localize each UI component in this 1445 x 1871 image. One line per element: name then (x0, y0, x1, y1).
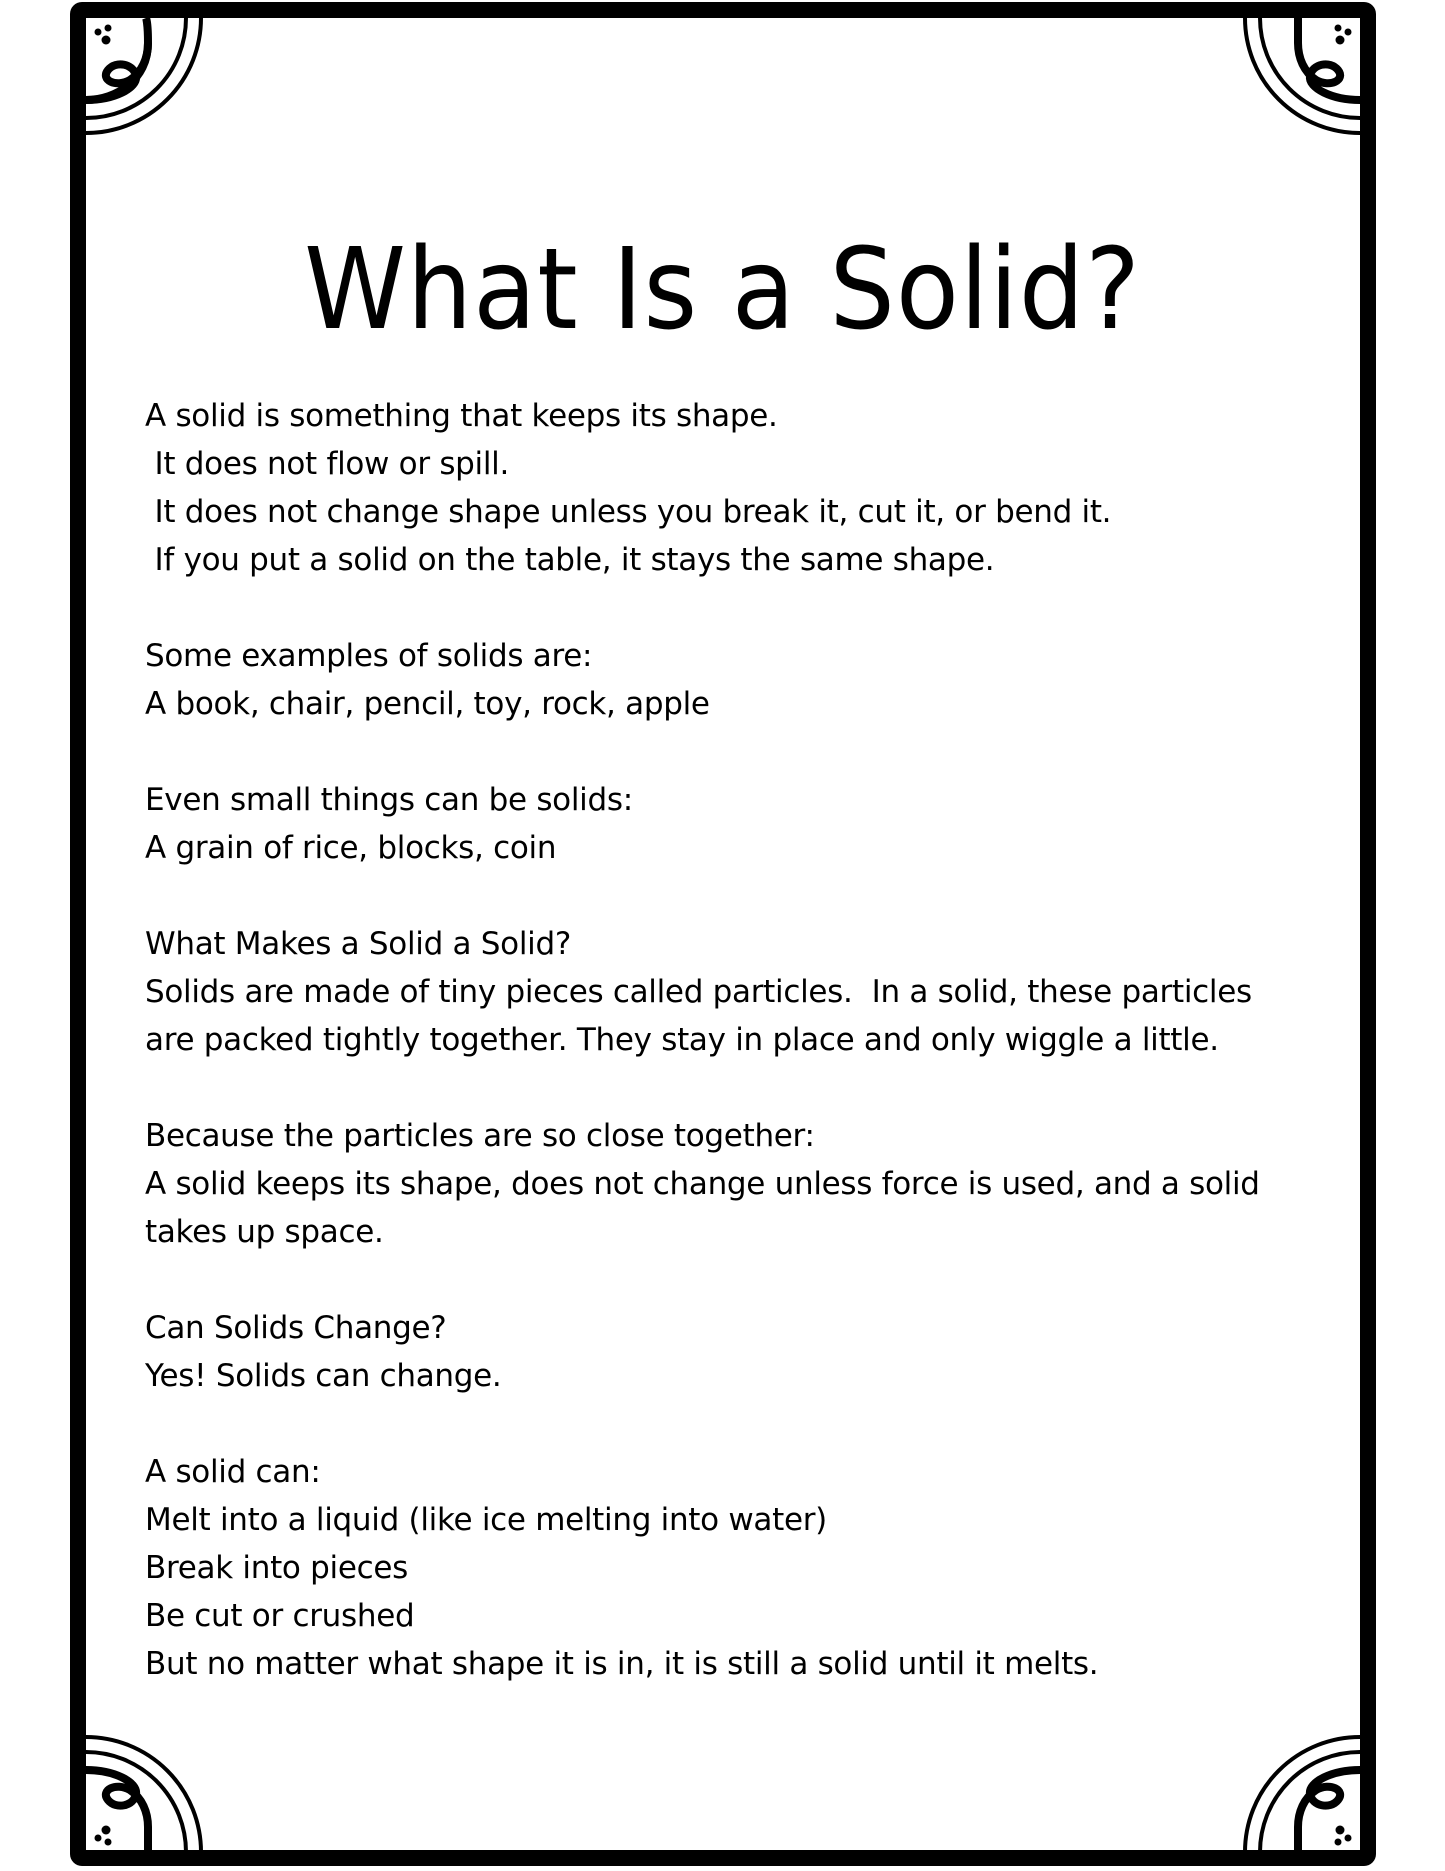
can-solids-change-section (145, 1304, 1285, 1400)
text-line: A book, chair, pencil, toy, rock, apple (145, 686, 710, 722)
particles-close-section (145, 1112, 1285, 1256)
text-line: A solid is something that keeps its shape. (145, 398, 778, 434)
examples-paragraph (145, 632, 1285, 728)
intro-paragraph (145, 392, 1285, 584)
text-line: A grain of rice, blocks, coin (145, 830, 557, 866)
small-things-paragraph (145, 776, 1285, 872)
list-item: Break into pieces (145, 1550, 408, 1586)
swirl-corner-icon (1230, 18, 1360, 148)
swirl-corner-icon (86, 18, 216, 148)
list-item: Melt into a liquid (like ice melting into water) (145, 1502, 827, 1538)
page-title: What Is a Solid? (304, 225, 1141, 356)
section-heading: What Makes a Solid a Solid? (145, 926, 571, 962)
text-line: A solid keeps its shape, does not change unless force is used, and a solid (145, 1166, 1260, 1202)
text-line: takes up space. (145, 1214, 384, 1250)
solid-can-list (145, 1448, 1285, 1688)
text-line: It does not change shape unless you break it, cut it, or bend it. (145, 494, 1112, 530)
text-line: It does not flow or spill. (145, 446, 510, 482)
text-line: Yes! Solids can change. (145, 1358, 502, 1394)
section-heading: Can Solids Change? (145, 1310, 447, 1346)
swirl-corner-icon (1230, 1722, 1360, 1852)
text-line: But no matter what shape it is in, it is still a solid until it melts. (145, 1646, 1099, 1682)
swirl-corner-icon (86, 1722, 216, 1852)
text-line: If you put a solid on the table, it stays the same shape. (145, 542, 995, 578)
text-line: Because the particles are so close together: (145, 1118, 815, 1154)
document-body (145, 392, 1285, 1688)
text-line: A solid can: (145, 1454, 321, 1490)
text-line: Even small things can be solids: (145, 782, 633, 818)
text-line: are packed tightly together. They stay in place and only wiggle a little. (145, 1022, 1219, 1058)
what-makes-solid-section (145, 920, 1285, 1064)
list-item: Be cut or crushed (145, 1598, 415, 1634)
text-line: Solids are made of tiny pieces called particles. In a solid, these particles (145, 974, 1252, 1010)
text-line: Some examples of solids are: (145, 638, 593, 674)
